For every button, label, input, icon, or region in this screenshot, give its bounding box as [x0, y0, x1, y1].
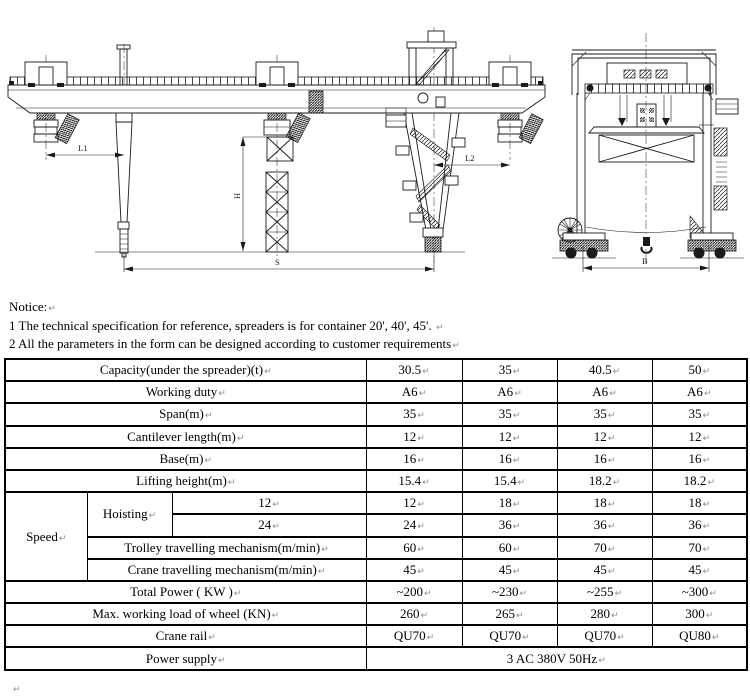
- crane-end-view: [552, 33, 744, 272]
- spec-value: 35↵: [652, 403, 747, 425]
- row-cantilever: [5, 426, 747, 448]
- spec-sub-label: 24↵: [172, 514, 366, 536]
- spec-value: 12↵: [366, 426, 462, 448]
- spec-value: 60↵: [366, 537, 462, 559]
- spec-value: QU70↵: [557, 625, 652, 647]
- spec-value: QU80↵: [652, 625, 747, 647]
- hook-assembly-center: [264, 113, 310, 143]
- a-frame-leg: [386, 31, 465, 252]
- spec-label: Max. working load of wheel (KN)↵: [5, 603, 366, 625]
- spec-value: 16↵: [652, 448, 747, 470]
- spec-value: ~230↵: [462, 581, 557, 603]
- spec-value: 36↵: [557, 514, 652, 536]
- spec-value: 18.2↵: [652, 470, 747, 492]
- spec-value: 16↵: [366, 448, 462, 470]
- hook-assembly-left: [34, 113, 79, 144]
- spec-value: 70↵: [652, 537, 747, 559]
- spec-value: 45↵: [652, 559, 747, 581]
- spec-value: 45↵: [462, 559, 557, 581]
- row-crane-rail: [5, 625, 747, 647]
- spec-label: Working duty↵: [5, 381, 366, 403]
- row-total-power: [5, 581, 747, 603]
- spec-value: ~200↵: [366, 581, 462, 603]
- row-max-wheel-load: [5, 603, 747, 625]
- spec-group-label-speed: Speed↵: [5, 492, 87, 581]
- spec-value: 265↵: [462, 603, 557, 625]
- spec-value: 12↵: [557, 426, 652, 448]
- spec-value: 15.4↵: [366, 470, 462, 492]
- crane-drawing: [0, 0, 750, 298]
- spec-value: ~300↵: [652, 581, 747, 603]
- spec-value: 36↵: [462, 514, 557, 536]
- row-crane-travel: [5, 559, 747, 581]
- trolley-left: [25, 62, 67, 87]
- lattice-column: [266, 137, 293, 252]
- row-capacity: [5, 359, 747, 381]
- paragraph-mark: ↵: [13, 685, 21, 695]
- spec-value: 40.5↵: [557, 359, 652, 381]
- girder-staircase: [309, 91, 323, 113]
- spec-label: Span(m)↵: [5, 403, 366, 425]
- spec-label: Crane travelling mechanism(m/min)↵: [87, 559, 366, 581]
- dim-label-b: B: [642, 256, 648, 266]
- row-span: [5, 403, 747, 425]
- notice-line-1: 1 The technical specification for reference, spreaders is for container 20', 40', 45'. ↵: [9, 317, 444, 333]
- row-lifting-height: [5, 470, 747, 492]
- trolley-center: [256, 62, 298, 87]
- spec-value: 280↵: [557, 603, 652, 625]
- spec-value: A6↵: [462, 381, 557, 403]
- dim-label-s: S: [275, 257, 280, 267]
- spec-value: 35↵: [557, 403, 652, 425]
- spec-label: Crane rail↵: [5, 625, 366, 647]
- spec-label: Cantilever length(m)↵: [5, 426, 366, 448]
- hook-assembly-right: [498, 113, 543, 144]
- spec-label: Lifting height(m)↵: [5, 470, 366, 492]
- crane-side-view: [8, 27, 545, 272]
- bogie-right: [680, 216, 744, 259]
- dim-label-l2: L2: [465, 153, 475, 163]
- spec-value: 24↵: [366, 514, 462, 536]
- spec-value: 45↵: [366, 559, 462, 581]
- main-girder: [8, 85, 545, 113]
- spec-value: 70↵: [557, 537, 652, 559]
- spec-value: 260↵: [366, 603, 462, 625]
- spec-value: 12↵: [652, 426, 747, 448]
- spec-label: Capacity(under the spreader)(t)↵: [5, 359, 366, 381]
- spec-value: 16↵: [557, 448, 652, 470]
- spec-value: 60↵: [462, 537, 557, 559]
- notice-line-2: 2 All the parameters in the form can be designed according to customer requirements↵: [9, 336, 460, 351]
- spec-value: 36↵: [652, 514, 747, 536]
- spec-label: Trolley travelling mechanism(m/min)↵: [87, 537, 366, 559]
- spec-value: 12↵: [366, 492, 462, 514]
- spec-value: 15.4↵: [462, 470, 557, 492]
- spec-label: Power supply↵: [5, 647, 366, 669]
- spec-sub-label-hoisting: Hoisting↵: [87, 492, 172, 536]
- row-working-duty: [5, 381, 747, 403]
- spec-value: ~255↵: [557, 581, 652, 603]
- spec-value: 35↵: [462, 359, 557, 381]
- spec-label: Total Power ( KW )↵: [5, 581, 366, 603]
- trolley-right: [489, 62, 531, 87]
- spec-value: QU70↵: [462, 625, 557, 647]
- spec-value: QU70↵: [366, 625, 462, 647]
- spec-value: 18↵: [652, 492, 747, 514]
- spec-value: A6↵: [652, 381, 747, 403]
- spec-value: 300↵: [652, 603, 747, 625]
- row-hoisting-12: [5, 492, 747, 514]
- dim-label-l1: L1: [78, 143, 88, 153]
- spec-value-merged: 3 AC 380V 50Hz↵: [366, 647, 747, 669]
- bogie-left: [552, 233, 616, 259]
- spec-value: 30.5↵: [366, 359, 462, 381]
- spec-value: 50↵: [652, 359, 747, 381]
- spec-sub-label: 12↵: [172, 492, 366, 514]
- spec-value: A6↵: [557, 381, 652, 403]
- spec-value: 16↵: [462, 448, 557, 470]
- spec-value: 35↵: [366, 403, 462, 425]
- spec-value: 35↵: [462, 403, 557, 425]
- spec-label: Base(m)↵: [5, 448, 366, 470]
- spec-value: 12↵: [462, 426, 557, 448]
- spec-value: 18.2↵: [557, 470, 652, 492]
- row-base: [5, 448, 747, 470]
- specification-table: [4, 358, 748, 671]
- notice-block: [9, 299, 460, 355]
- dim-label-h: H: [232, 192, 242, 199]
- notice-heading: Notice:↵: [9, 299, 56, 314]
- row-trolley-travel: [5, 537, 747, 559]
- spec-value: 18↵: [557, 492, 652, 514]
- spec-value: 18↵: [462, 492, 557, 514]
- spec-value: A6↵: [366, 381, 462, 403]
- row-power-supply: [5, 647, 747, 669]
- spec-value: 45↵: [557, 559, 652, 581]
